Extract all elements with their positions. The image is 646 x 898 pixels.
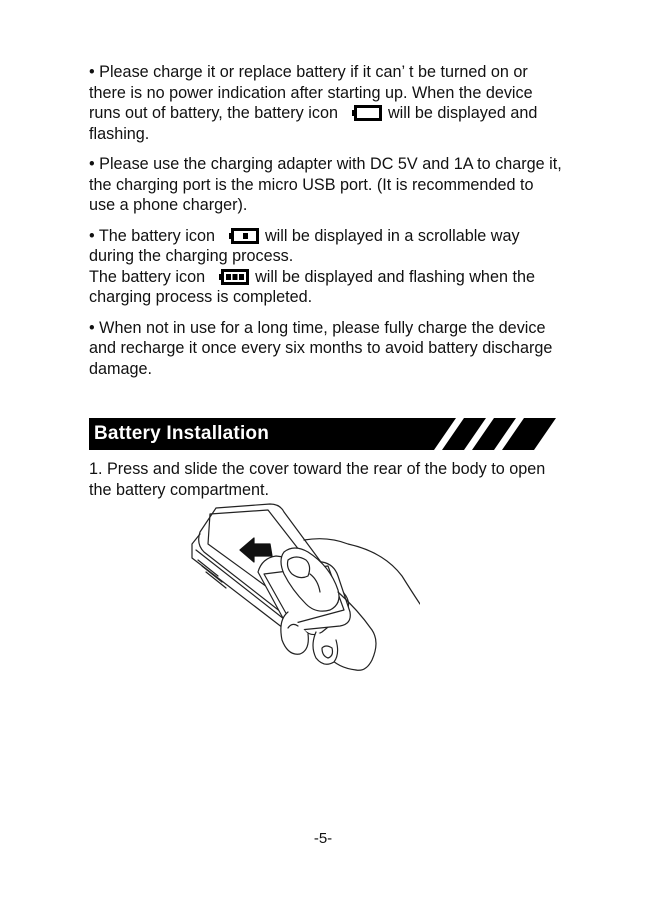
battery-charging-icon: [229, 228, 259, 244]
hand-sliding-battery-cover-icon: [188, 500, 420, 677]
paragraph-text: will be displayed and flashing when the charging process is completed.: [89, 267, 535, 306]
paragraph-text: • The battery icon: [89, 226, 215, 245]
instructions-body: [89, 62, 564, 379]
section-banner: [89, 418, 559, 450]
battery-empty-icon: [352, 105, 382, 121]
paragraph-text: will be displayed and flashing.: [89, 104, 538, 143]
section-title: Battery Installation: [94, 423, 270, 444]
paragraph-long-storage: • When not in use for a long time, please fully charge the device and recharge it once every six months to avoid battery discharge damage.: [89, 318, 553, 378]
battery-full-icon: [219, 269, 249, 285]
paragraph-text: will be displayed in a scrollable way during the charging process.: [89, 226, 520, 265]
paragraph-text: The battery icon: [89, 267, 206, 286]
paragraph-charging-adapter: • Please use the charging adapter with DC 5V and 1A to charge it, the charging port is the micro USB port. (It is recommended to use a phone charger).: [89, 155, 562, 214]
paragraph-text: • Please charge it or replace battery if it can’ t be turned on or there is no power indication after starting up. When the device runs out of battery, the battery icon: [89, 63, 533, 122]
paragraph-battery-empty: [89, 62, 564, 144]
paragraph-charging-icons: [89, 226, 564, 308]
page-number: -5-: [313, 830, 333, 847]
step-1-text: 1. Press and slide the cover toward the rear of the body to open the battery compartment.: [89, 460, 546, 499]
